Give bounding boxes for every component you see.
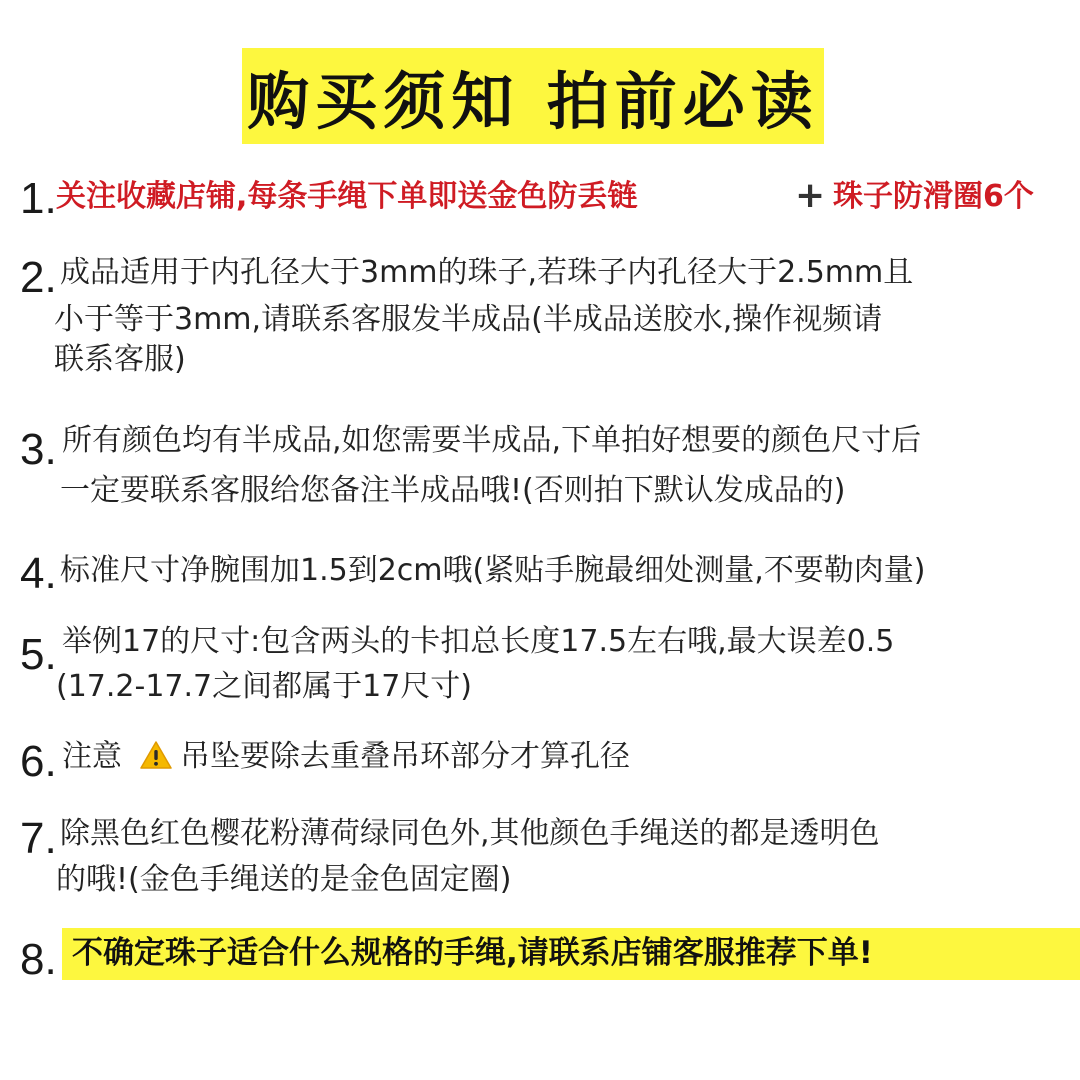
item-8-line-1: 不确定珠子适合什么规格的手绳,请联系店铺客服推荐下单! [72, 935, 873, 971]
item-1-line-1: 关注收藏店铺,每条手绳下单即送金色防丢链 [56, 179, 638, 214]
item-2-line-3: 联系客服) [54, 342, 186, 377]
item-6-line-2: 吊坠要除去重叠吊环部分才算孔径 [180, 739, 630, 774]
title-banner [242, 48, 824, 144]
item-number: 7. [20, 814, 57, 863]
item-7-line-1: 除黑色红色樱花粉薄荷绿同色外,其他颜色手绳送的都是透明色 [60, 816, 880, 851]
item-number: 4. [20, 549, 57, 598]
item-3-line-1: 所有颜色均有半成品,如您需要半成品,下单拍好想要的颜色尺寸后 [62, 423, 922, 458]
item-number: 2. [20, 253, 57, 302]
item-number: 1. [20, 174, 57, 223]
item-number: 3. [20, 425, 57, 474]
page-title: 购买须知 拍前必读 [247, 64, 819, 138]
item-6-line-1: 注意 [62, 739, 122, 774]
plus-sign: + [795, 175, 826, 216]
warning-icon [137, 740, 175, 773]
item-5-line-1: 举例17的尺寸:包含两头的卡扣总长度17.5左右哦,最大误差0.5 [62, 624, 895, 659]
item-number: 6. [20, 737, 57, 786]
item-number: 5. [20, 630, 57, 679]
item-2-line-1: 成品适用于内孔径大于3mm的珠子,若珠子内孔径大于2.5mm且 [60, 255, 914, 290]
item-5-line-2: (17.2-17.7之间都属于17尺寸) [56, 669, 473, 704]
item-3-line-2: 一定要联系客服给您备注半成品哦!(否则拍下默认发成品的) [60, 473, 846, 508]
item-4-line-1: 标准尺寸净腕围加1.5到2cm哦(紧贴手腕最细处测量,不要勒肉量) [60, 553, 926, 588]
item-7-line-2: 的哦!(金色手绳送的是金色固定圈) [56, 862, 512, 897]
item-number: 8. [20, 935, 57, 984]
item-2-line-2: 小于等于3mm,请联系客服发半成品(半成品送胶水,操作视频请 [54, 302, 883, 337]
item-1-line-2: 珠子防滑圈6个 [833, 179, 1034, 214]
